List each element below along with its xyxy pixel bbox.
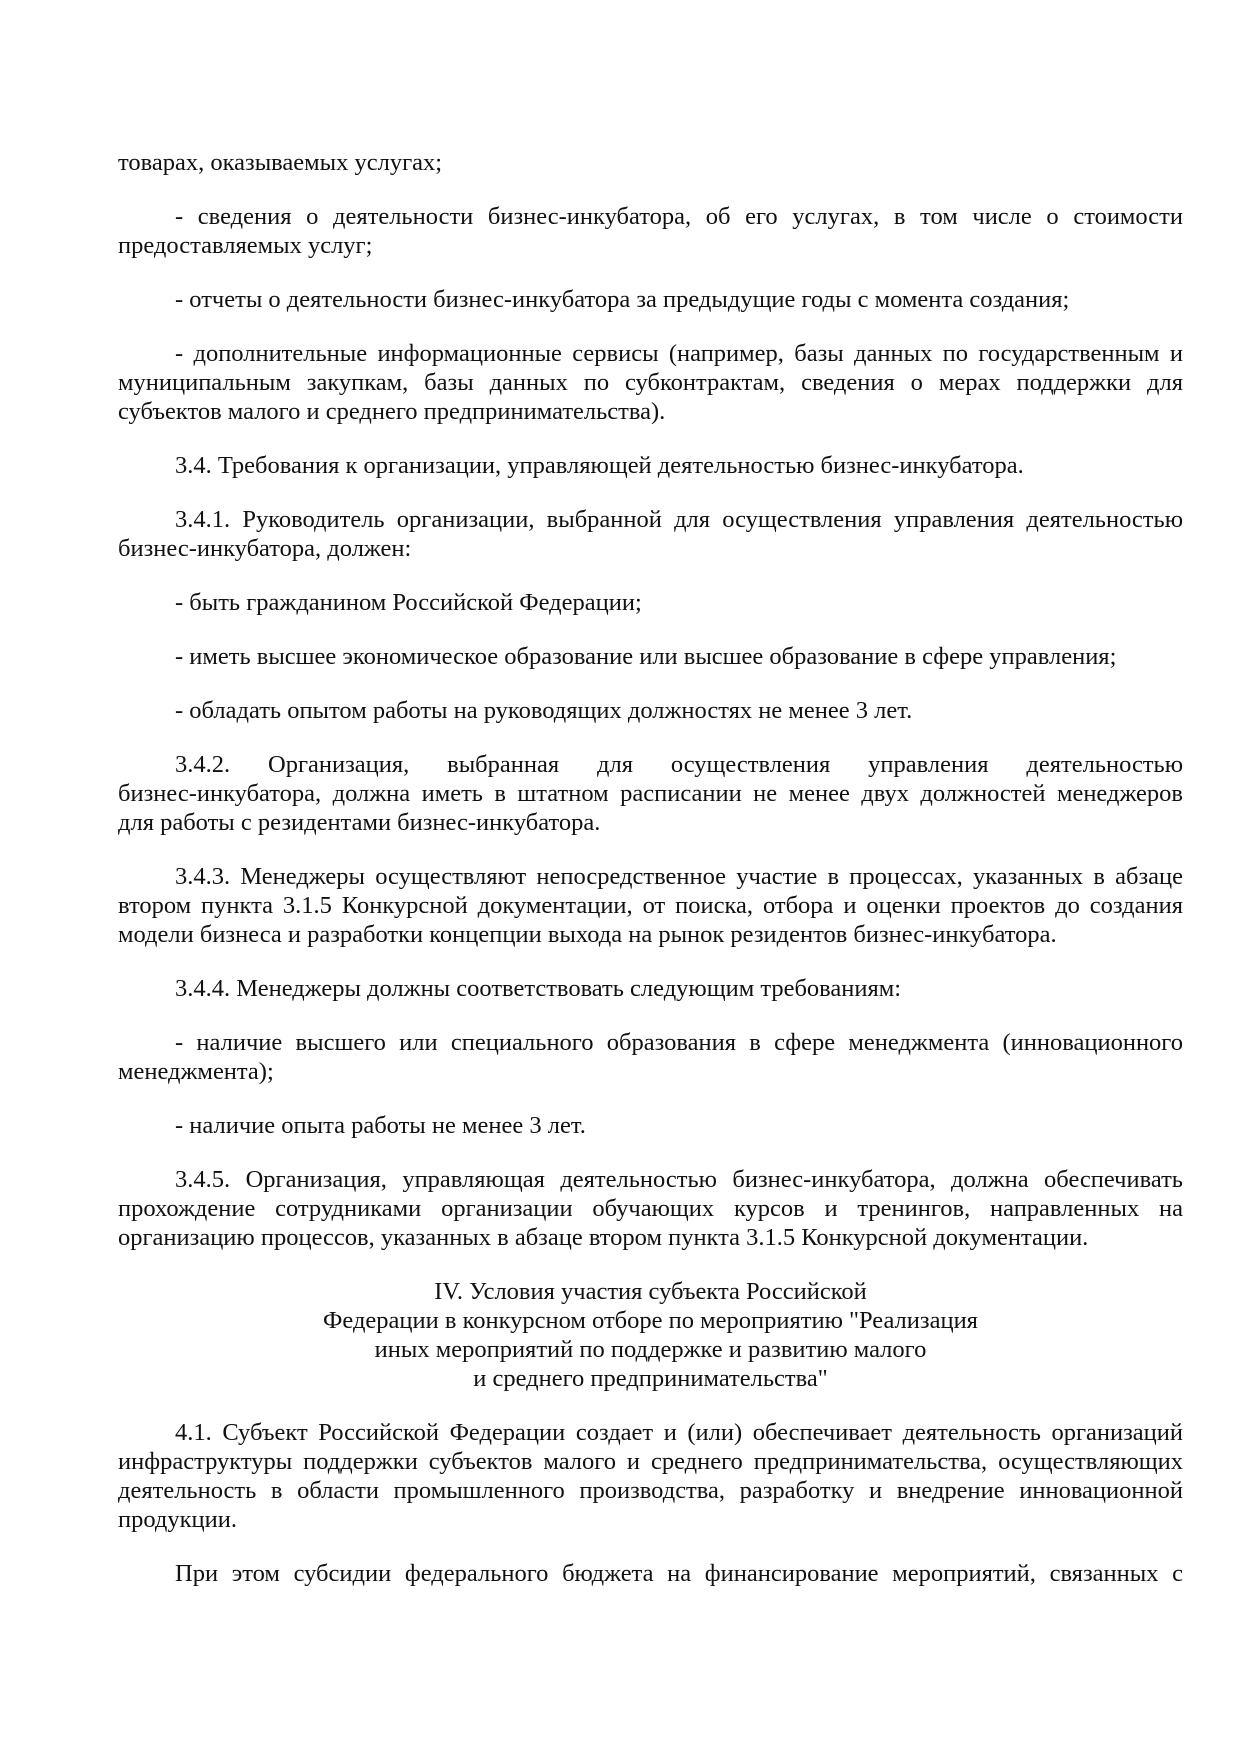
- text-line: - наличие опыта работы не менее 3 лет.: [175, 1112, 586, 1139]
- text-line: - дополнительные информационные сервисы (например, базы данных по государственным и: [175, 340, 1183, 367]
- text-line: товарах, оказываемых услугах;: [118, 149, 443, 176]
- paragraph: [118, 588, 1183, 617]
- paragraph: [118, 339, 1183, 426]
- heading-line: и среднего предпринимательства": [473, 1365, 828, 1392]
- text-line: бизнес-инкубатора, должна иметь в штатном расписании не менее двух должностей менеджеров: [118, 780, 1183, 807]
- text-line: муниципальным закупкам, базы данных по субконтрактам, сведения о мерах поддержки для: [118, 369, 1183, 396]
- heading-line: IV. Условия участия субъекта Российской: [434, 1278, 867, 1305]
- heading-line: Федерации в конкурсном отборе по мероприятию "Реализация: [323, 1307, 978, 1334]
- paragraph: [118, 1111, 1183, 1140]
- text-line: субъектов малого и среднего предпринимательства).: [118, 398, 666, 425]
- paragraph: [118, 148, 1183, 177]
- text-line: При этом субсидии федерального бюджета на финансирование мероприятий, связанных с: [175, 1560, 1183, 1587]
- section-heading: [118, 1277, 1183, 1393]
- text-line: прохождение сотрудниками организации обучающих курсов и тренингов, направленных на: [118, 1195, 1183, 1222]
- text-line: менеджмента);: [118, 1058, 274, 1085]
- text-line: модели бизнеса и разработки концепции выхода на рынок резидентов бизнес-инкубатора.: [118, 921, 1057, 948]
- paragraph: [118, 505, 1183, 563]
- paragraph: [118, 1028, 1183, 1086]
- paragraph: [118, 1418, 1183, 1534]
- text-line: втором пункта 3.1.5 Конкурсной документации, от поиска, отбора и оценки проектов до создания: [118, 892, 1183, 919]
- heading-line: иных мероприятий по поддержке и развитию малого: [374, 1336, 927, 1363]
- paragraph: [118, 750, 1183, 837]
- text-line: 4.1. Субъект Российской Федерации создает и (или) обеспечивает деятельность организаций: [175, 1419, 1183, 1446]
- text-line: 3.4.2. Организация, выбранная для осуществления управления деятельностью: [175, 751, 1183, 778]
- paragraph: [118, 202, 1183, 260]
- text-line: для работы с резидентами бизнес-инкубатора.: [118, 809, 601, 836]
- text-line: предоставляемых услуг;: [118, 232, 373, 259]
- text-line: бизнес-инкубатора, должен:: [118, 535, 412, 562]
- text-line: 3.4.4. Менеджеры должны соответствовать следующим требованиям:: [175, 975, 902, 1002]
- text-line: 3.4. Требования к организации, управляющей деятельностью бизнес-инкубатора.: [175, 452, 1024, 479]
- text-line: - обладать опытом работы на руководящих должностях не менее 3 лет.: [175, 697, 913, 724]
- document-page: [118, 148, 1183, 1613]
- text-line: - отчеты о деятельности бизнес-инкубатора за предыдущие годы с момента создания;: [175, 286, 1070, 313]
- text-line: продукции.: [118, 1506, 237, 1533]
- text-line: инфраструктуры поддержки субъектов малого и среднего предпринимательства, осуществляющих: [118, 1448, 1183, 1475]
- text-line: 3.4.1. Руководитель организации, выбранной для осуществления управления деятельностью: [175, 506, 1183, 533]
- text-line: - иметь высшее экономическое образование или высшее образование в сфере управления;: [175, 643, 1117, 670]
- paragraph: [118, 451, 1183, 480]
- paragraph: [118, 696, 1183, 725]
- text-line: организацию процессов, указанных в абзаце втором пункта 3.1.5 Конкурсной документации.: [118, 1224, 1089, 1251]
- paragraph: [118, 1165, 1183, 1252]
- text-line: - сведения о деятельности бизнес-инкубатора, об его услугах, в том числе о стоимости: [175, 203, 1183, 230]
- text-line: 3.4.3. Менеджеры осуществляют непосредственное участие в процессах, указанных в абзаце: [175, 863, 1183, 890]
- text-line: деятельность в области промышленного производства, разработку и внедрение инновационной: [118, 1477, 1183, 1504]
- paragraph: [118, 974, 1183, 1003]
- text-line: - быть гражданином Российской Федерации;: [175, 589, 642, 616]
- paragraph: [118, 862, 1183, 949]
- paragraph: [118, 285, 1183, 314]
- text-line: - наличие высшего или специального образования в сфере менеджмента (инновационного: [175, 1029, 1183, 1056]
- text-line: 3.4.5. Организация, управляющая деятельностью бизнес-инкубатора, должна обеспечивать: [175, 1166, 1183, 1193]
- paragraph: [118, 1559, 1183, 1588]
- paragraph: [118, 642, 1183, 671]
